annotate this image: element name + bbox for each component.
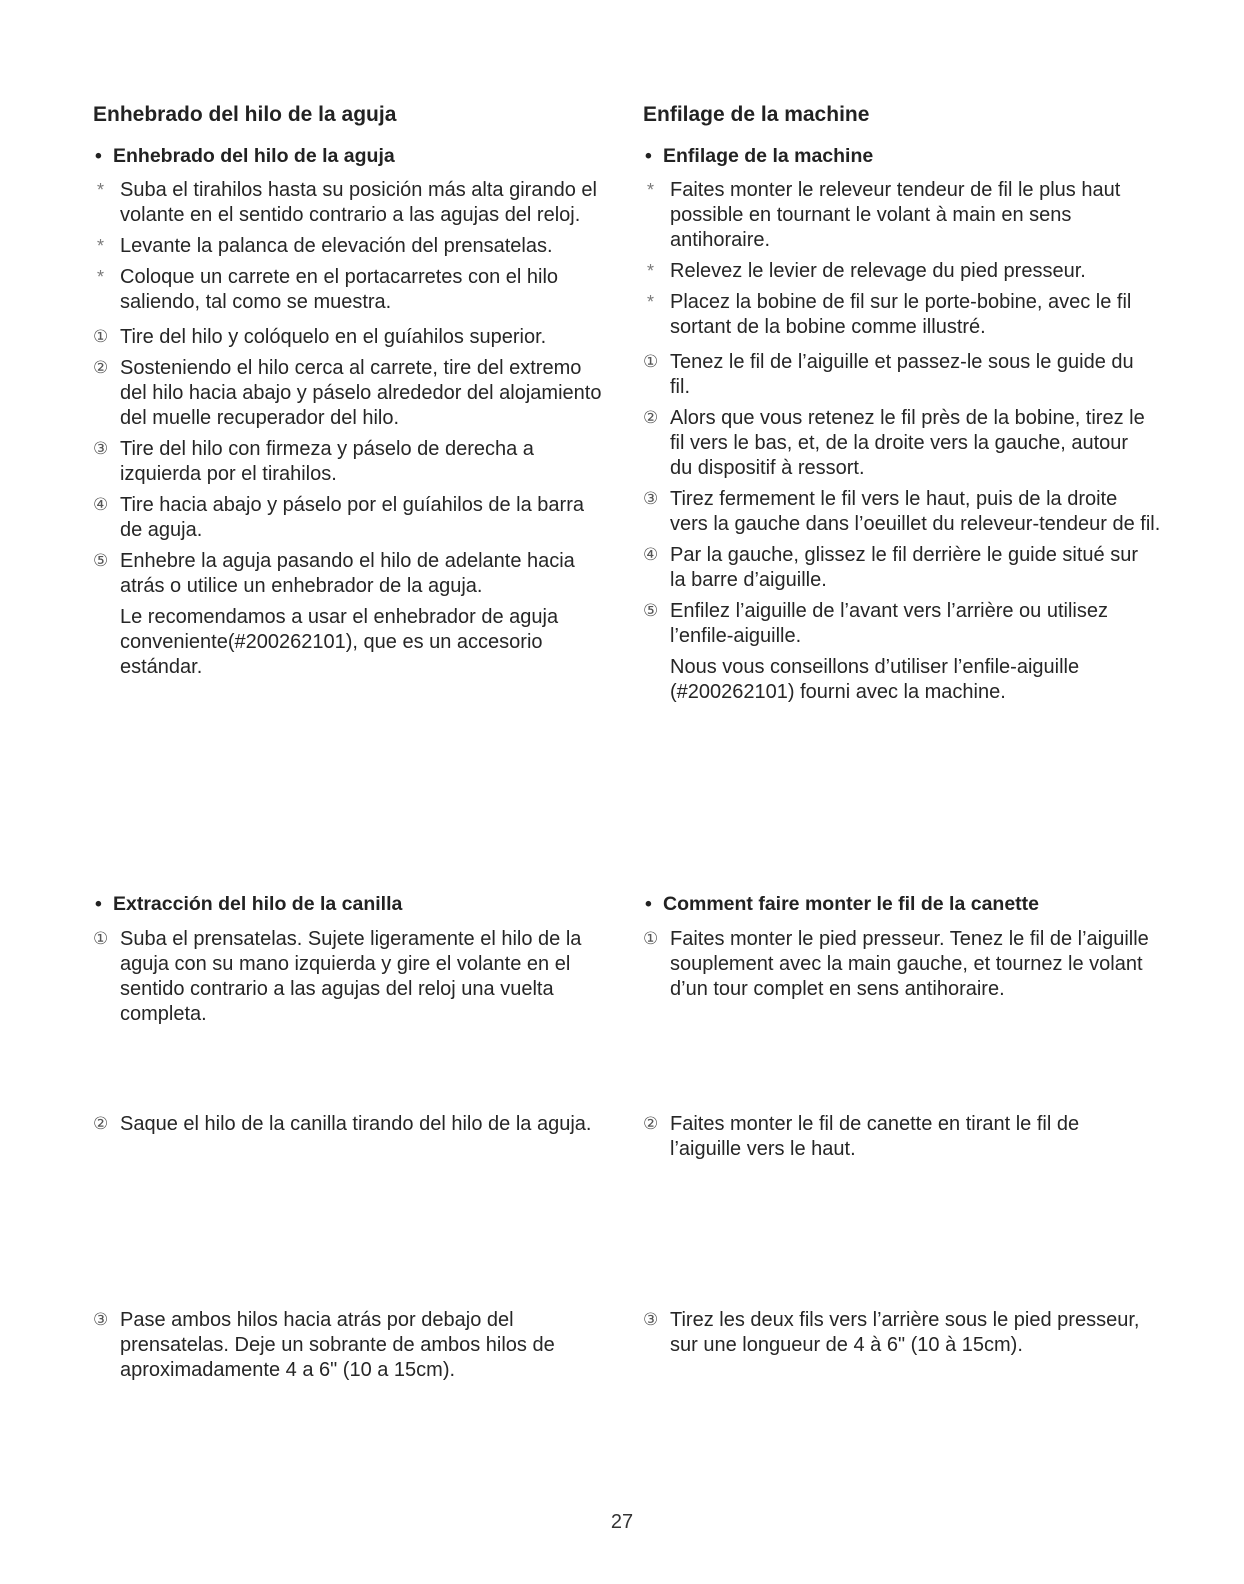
step-number: ①: [93, 928, 109, 949]
es-step-3: [93, 437, 623, 487]
bullet-marker: •: [645, 144, 652, 167]
fr-threading-title-text: Enfilage de la machine: [663, 144, 874, 167]
bullet-marker: •: [95, 144, 102, 167]
fr-prep-item: [643, 259, 1203, 284]
fr-bobbin-step-2-block: [643, 1112, 1203, 1162]
es-bobbin-step-2: [93, 1112, 623, 1137]
fr-prep-text: Faites monter le releveur tendeur de fil le plus haut possible en tournant le volant à main en sens antihoraire.: [670, 178, 1121, 251]
es-bobbin-step-2-block: [93, 1112, 623, 1137]
fr-step-4: [643, 543, 1203, 593]
es-threading-note: [93, 605, 623, 680]
fr-bobbin-step-3-block: [643, 1308, 1203, 1358]
fr-bobbin-step-1: [643, 927, 1203, 1002]
fr-step-text: Tirez fermement le fil vers le haut, puis de la droite vers la gauche dans l’oeuillet du releveur-tendeur de fil.: [670, 487, 1161, 535]
asterisk-marker: *: [647, 179, 655, 200]
fr-step-text: Enfilez l’aiguille de l’avant vers l’arrière ou utilisez l’enfile-aiguille.: [670, 599, 1108, 647]
asterisk-marker: *: [647, 291, 655, 312]
es-step-5: [93, 549, 623, 599]
es-threading-title-text: Enhebrado del hilo de la aguja: [113, 144, 395, 167]
fr-bobbin-step-text: Faites monter le fil de canette en tirant le fil de l’aiguille vers le haut.: [670, 1112, 1080, 1160]
fr-step-5: [643, 599, 1203, 649]
es-step-text: Tire del hilo y colóquelo en el guíahilos superior.: [120, 325, 547, 348]
es-bobbin-title-text: Extracción del hilo de la canilla: [113, 892, 403, 915]
fr-bobbin-step-text: Faites monter le pied presseur. Tenez le fil de l’aiguille souplement avec la main gauche, et tournez le volant d’un tour complet en sens antihoraire.: [670, 927, 1149, 1000]
fr-step-1: [643, 350, 1203, 400]
asterisk-marker: *: [97, 179, 105, 200]
fr-note-text: Nous vous conseillons d’utiliser l’enfile-aiguille (#200262101) fourni avec la machine.: [670, 655, 1080, 703]
step-number: ②: [93, 357, 109, 378]
fr-prep-item: [643, 290, 1203, 340]
fr-bobbin-title: [643, 892, 1203, 917]
asterisk-marker: *: [97, 235, 105, 256]
step-number: ②: [643, 1113, 659, 1134]
fr-step-text: Par la gauche, glissez le fil derrière le guide situé sur la barre d’aiguille.: [670, 543, 1139, 591]
step-number: ③: [93, 438, 109, 459]
es-step-text: Tire del hilo con firmeza y páselo de derecha a izquierda por el tirahilos.: [120, 437, 534, 485]
step-number: ②: [643, 407, 659, 428]
es-prep-item: [93, 265, 623, 315]
es-prep-text: Coloque un carrete en el portacarretes con el hilo saliendo, tal como se muestra.: [120, 265, 559, 313]
fr-step-2: [643, 406, 1203, 481]
es-prep-text: Suba el tirahilos hasta su posición más alta girando el volante en el sentido contrario a las agujas del reloj.: [120, 178, 597, 226]
fr-heading: Enfilage de la machine: [643, 103, 870, 126]
step-number: ③: [643, 488, 659, 509]
es-prep-item: [93, 234, 623, 259]
bullet-marker: •: [95, 892, 102, 915]
fr-bobbin-title-text: Comment faire monter le fil de la canette: [663, 892, 1040, 915]
es-prep-text: Levante la palanca de elevación del prensatelas.: [120, 234, 553, 257]
step-number: ⑤: [93, 550, 109, 571]
fr-threading-section: [643, 102, 1203, 705]
es-step-4: [93, 493, 623, 543]
es-step-text: Enhebre la aguja pasando el hilo de adelante hacia atrás o utilice un enhebrador de la aguja.: [120, 549, 575, 597]
es-note-text: Le recomendamos a usar el enhebrador de aguja conveniente(#200262101), que es un accesorio estándar.: [120, 605, 559, 678]
page-number: 27: [610, 1511, 634, 1533]
step-number: ①: [93, 326, 109, 347]
bullet-marker: •: [645, 892, 652, 915]
step-number: ③: [93, 1309, 109, 1330]
fr-bobbin-section: [643, 892, 1203, 1002]
es-prep-item: [93, 178, 623, 228]
fr-prep-text: Relevez le levier de relevage du pied presseur.: [670, 259, 1086, 282]
es-bobbin-step-3-block: [93, 1308, 623, 1383]
es-step-2: [93, 356, 623, 431]
es-bobbin-step-text: Suba el prensatelas. Sujete ligeramente el hilo de la aguja con su mano izquierda y gire el volante en el sentido contrario a las agujas del reloj una vuelta completa.: [120, 927, 582, 1025]
fr-bobbin-step-2: [643, 1112, 1203, 1162]
step-number: ③: [643, 1309, 659, 1330]
fr-bobbin-step-text: Tirez les deux fils vers l’arrière sous le pied presseur, sur une longueur de 4 à 6" (10 à 15cm).: [670, 1308, 1140, 1356]
es-threading-title: [93, 144, 623, 169]
es-step-text: Sosteniendo el hilo cerca al carrete, tire del extremo del hilo hacia abajo y páselo alrededor del alojamiento del muelle recuperador del hilo.: [120, 356, 602, 429]
fr-threading-title: [643, 144, 1203, 169]
step-number: ①: [643, 928, 659, 949]
es-bobbin-step-text: Pase ambos hilos hacia atrás por debajo del prensatelas. Deje un sobrante de ambos hilos de aproximadamente 4 a 6" (10 a 15cm).: [120, 1308, 555, 1381]
step-number: ⑤: [643, 600, 659, 621]
step-number: ②: [93, 1113, 109, 1134]
es-bobbin-step-1: [93, 927, 623, 1027]
fr-threading-note: [643, 655, 1203, 705]
step-number: ①: [643, 351, 659, 372]
fr-prep-text: Placez la bobine de fil sur le porte-bobine, avec le fil sortant de la bobine comme illustré.: [670, 290, 1132, 338]
fr-step-text: Alors que vous retenez le fil près de la bobine, tirez le fil vers le bas, et, de la droite vers la gauche, autour du dispositif à ressort.: [670, 406, 1145, 479]
step-number: ④: [93, 494, 109, 515]
fr-prep-item: [643, 178, 1203, 253]
es-step-text: Tire hacia abajo y páselo por el guíahilos de la barra de aguja.: [120, 493, 584, 541]
fr-step-3: [643, 487, 1203, 537]
fr-step-text: Tenez le fil de l’aiguille et passez-le sous le guide du fil.: [670, 350, 1134, 398]
es-bobbin-title: [93, 892, 623, 917]
asterisk-marker: *: [97, 266, 105, 287]
es-step-1: [93, 325, 623, 350]
step-number: ④: [643, 544, 659, 565]
es-threading-section: [93, 102, 623, 680]
es-heading: Enhebrado del hilo de la aguja: [93, 103, 397, 126]
es-bobbin-step-3: [93, 1308, 623, 1383]
es-bobbin-section: [93, 892, 623, 1027]
fr-bobbin-step-3: [643, 1308, 1203, 1358]
asterisk-marker: *: [647, 260, 655, 281]
es-bobbin-step-text: Saque el hilo de la canilla tirando del hilo de la aguja.: [120, 1112, 592, 1135]
